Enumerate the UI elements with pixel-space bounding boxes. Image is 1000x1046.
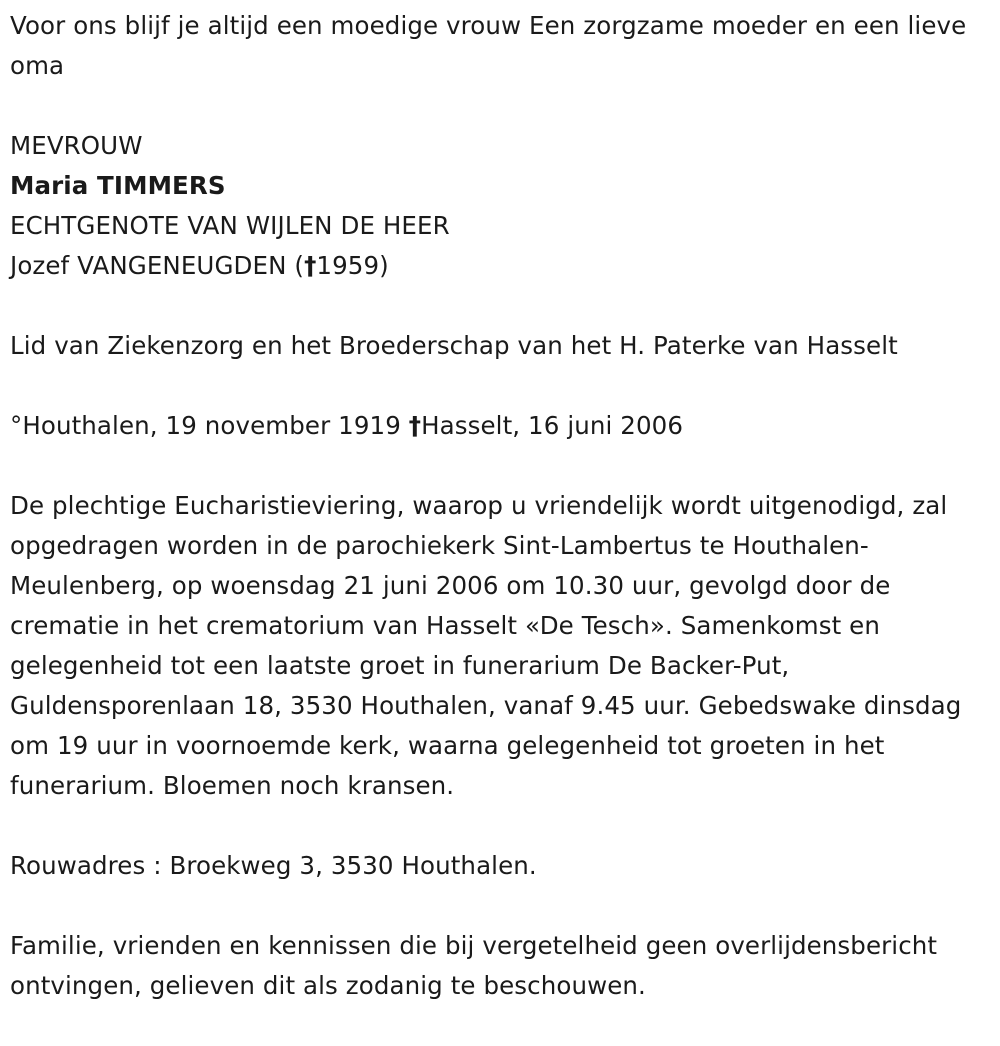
address-text: Rouwadres : Broekweg 3, 3530 Houthalen. [10,851,537,880]
deceased-name: Maria TIMMERS [10,171,226,200]
cross-icon: † [408,411,422,440]
birth-date: °Houthalen, 19 november 1919 [10,411,409,440]
life-dates [10,406,992,446]
spouse-line [10,246,992,286]
membership-text: Lid van Ziekenzorg en het Broederschap van het H. Paterke van Hasselt [10,331,898,360]
ceremony-text: De plechtige Eucharistieviering, waarop u vriendelijk wordt uitgenodigd, zal opgedragen worden in de parochiekerk Sint-Lambertus te Houthalen-Meulenberg, op woensdag 21 juni 2006 om 10.30 uur, gevolgd door de crematie in het crematorium van Hasselt «De Tesch». Samenkomst en gelegenheid tot een laatste groet in funerarium De Backer-Put, Guldensporenlaan 18, 3530 Houthalen, vanaf 9.45 uur. Gebedswake dinsdag om 19 uur in voornoemde kerk, waarna gelegenheid tot groeten in het funerarium. Bloemen noch kransen. [10,491,962,800]
closing-text: Familie, vrienden en kennissen die bij vergetelheid geen overlijdensbericht ontvingen, gelieven dit als zodanig te beschouwen. [10,931,938,1000]
spouse-year: 1959) [316,251,389,280]
obituary-document [10,6,992,1006]
death-date: Hasselt, 16 juni 2006 [421,411,684,440]
spouse-intro: ECHTGENOTE VAN WIJLEN DE HEER [10,211,450,240]
cross-icon: † [304,251,317,280]
title-line: MEVROUW [10,131,143,160]
spouse-name: Jozef VANGENEUGDEN ( [10,251,305,280]
intro-text: Voor ons blijf je altijd een moedige vrouw Een zorgzame moeder en een lieve oma [10,11,967,80]
